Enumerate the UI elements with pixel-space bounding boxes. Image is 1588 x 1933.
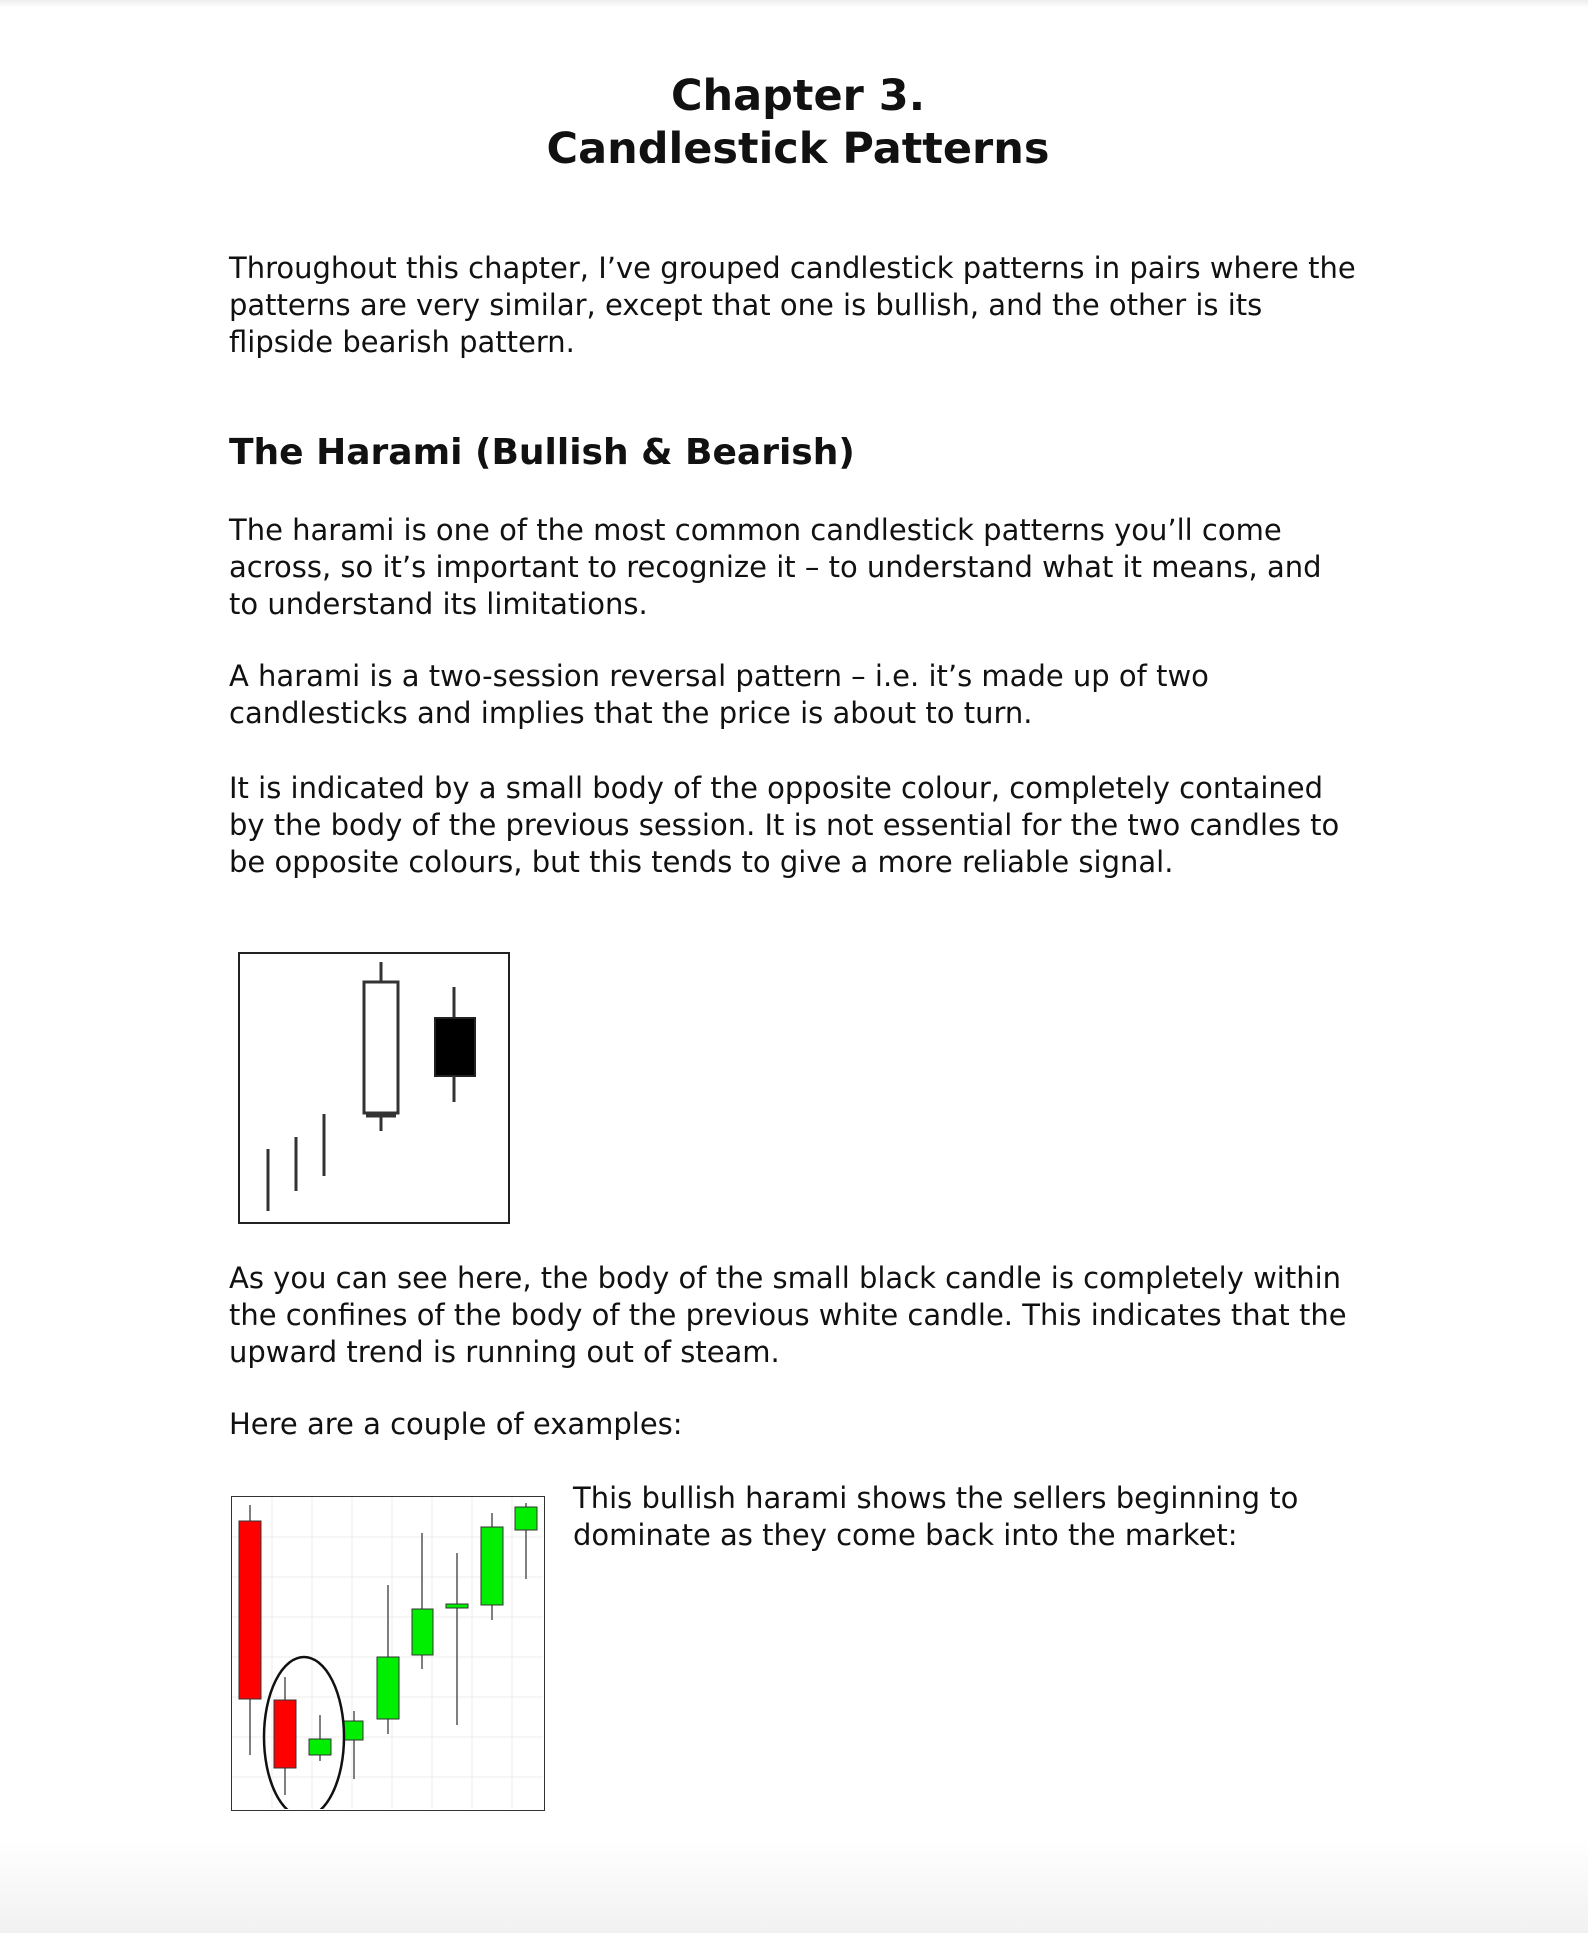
bull-candle: [412, 1609, 433, 1655]
bear-candle: [274, 1700, 296, 1768]
body-paragraph-5: Here are a couple of examples:: [229, 1407, 683, 1441]
harami-diagram-svg: [240, 954, 508, 1222]
chapter-name: Candlestick Patterns: [546, 124, 1050, 174]
chapter-title: [0, 70, 1588, 176]
bull-candle: [515, 1507, 537, 1530]
intro-paragraph: Throughout this chapter, I’ve grouped candlestick patterns in pairs where the patterns are very similar, except that one is bullish, and the other is its flipside bearish pattern.: [229, 251, 1356, 359]
bullish-harami-example-chart: [231, 1496, 545, 1811]
bull-candle: [446, 1604, 468, 1608]
white-candle-icon: [364, 982, 398, 1113]
bull-candle: [481, 1527, 503, 1605]
example-chart-svg: [232, 1497, 543, 1809]
section-heading: The Harami (Bullish & Bearish): [229, 432, 855, 473]
bear-candle: [239, 1521, 261, 1699]
black-candle-icon: [435, 1018, 475, 1076]
body-paragraph-4: As you can see here, the body of the small black candle is completely within the confines of the body of the previous white candle. This indicates that the upward trend is running out of steam.: [229, 1261, 1347, 1369]
body-paragraph-1: The harami is one of the most common candlestick patterns you’ll come across, so it’s important to recognize it – to understand what it means, and to understand its limitations.: [229, 513, 1322, 621]
example-caption: This bullish harami shows the sellers beginning to dominate as they come back into the market:: [573, 1481, 1299, 1552]
body-paragraph-2: A harami is a two-session reversal pattern – i.e. it’s made up of two candlesticks and implies that the price is about to turn.: [229, 659, 1209, 730]
harami-diagram: [238, 952, 510, 1224]
chapter-number: Chapter 3.: [670, 71, 926, 121]
bull-candle: [377, 1657, 399, 1719]
body-paragraph-3: It is indicated by a small body of the opposite colour, completely contained by the body of the previous session. It is not essential for the two candles to be opposite colours, but this tends to give a more reliable signal.: [229, 771, 1340, 879]
bull-candle: [309, 1739, 331, 1755]
bull-candle: [344, 1721, 363, 1740]
